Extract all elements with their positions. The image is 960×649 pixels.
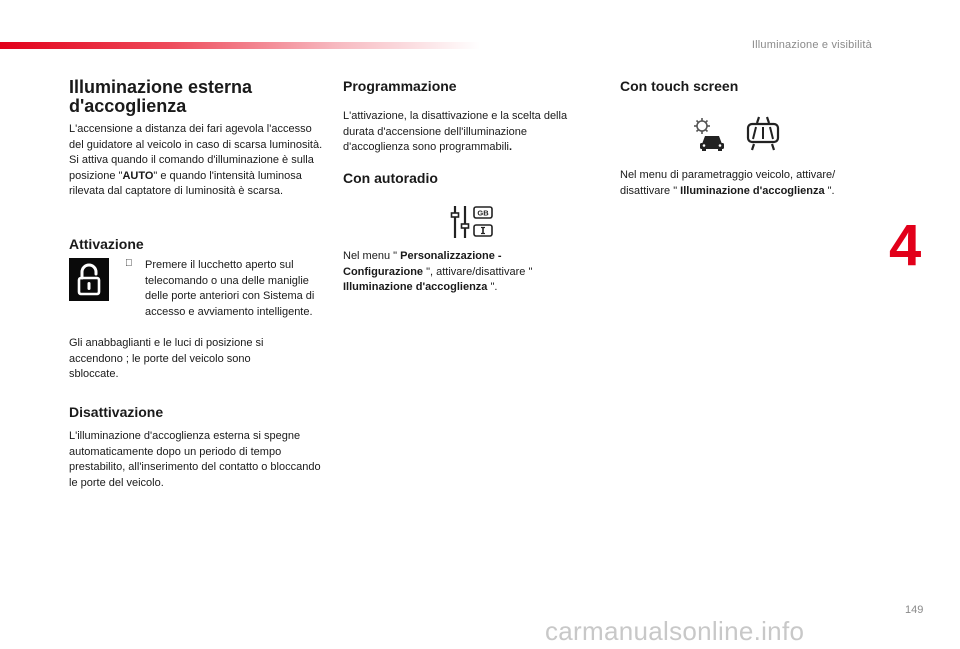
programming-paragraph: L'attivazione, la disattivazione e la scelta della durata d'accensione dell'illuminazione d'accoglienza sono programmabili. <box>343 110 568 154</box>
column-touch-screen <box>620 78 882 197</box>
autoradio-heading: Con autoradio <box>343 170 438 186</box>
programming-heading: Programmazione <box>343 78 457 94</box>
auto-position-label: AUTO <box>122 169 154 182</box>
touch-screen-heading: Con touch screen <box>620 78 739 94</box>
gb-label: GB <box>477 208 489 218</box>
autoradio-instruction: Nel menu " Personalizzazione - Configurazione ", attivare/disattivare " Illuminazione d'accoglienza ". <box>343 250 533 294</box>
column-exterior-lighting <box>69 77 331 489</box>
activation-instruction: Premere il lucchetto aperto sul telecomando o una delle maniglie delle porte anteriori con Sistema di accesso e avviamento intelligente. <box>145 259 315 318</box>
watermark: carmanualsonline.info <box>545 616 805 646</box>
activation-bullet <box>125 258 325 320</box>
bullet-marker <box>125 258 133 269</box>
section-title: Illuminazione e visibilità <box>751 39 872 51</box>
activation-result: Gli anabbaglianti e le luci di posizione si accendono ; le porte del veicolo sono sbloccate. <box>69 337 264 381</box>
page-number: 149 <box>905 604 924 616</box>
deactivation-paragraph: L'illuminazione d'accoglienza esterna si spegne automaticamente dopo un periodo di tempo prestabilito, all'inserimento del contatto o bloccando le porte del veicolo. <box>69 430 321 489</box>
unlock-padlock-icon <box>69 258 109 301</box>
chapter-number: 4 <box>889 213 922 278</box>
intro-paragraph: L'accensione a distanza dei fari agevola l'accesso del guidatore al veicolo in caso di scarsa luminosità. Si attiva quando il comando d'illuminazione è sulla posizione "AUTO" e quando l'intensità luminosa rilevata dal captatore di luminosità è scarsa. <box>69 123 323 198</box>
settings-sliders-icon <box>450 204 494 245</box>
touch-screen-instruction: Nel menu di parametraggio veicolo, attivare/ disattivare " Illuminazione d'accoglienza ". <box>620 169 836 197</box>
deactivation-heading: Disattivazione <box>69 404 164 420</box>
page-title: Illuminazione esterna d'accoglienza <box>69 77 253 116</box>
activation-heading: Attivazione <box>69 236 144 252</box>
driving-assistance-icon <box>744 116 782 157</box>
header-accent-bar <box>0 42 480 49</box>
column-programming <box>343 78 605 294</box>
vehicle-settings-icon <box>692 116 728 157</box>
